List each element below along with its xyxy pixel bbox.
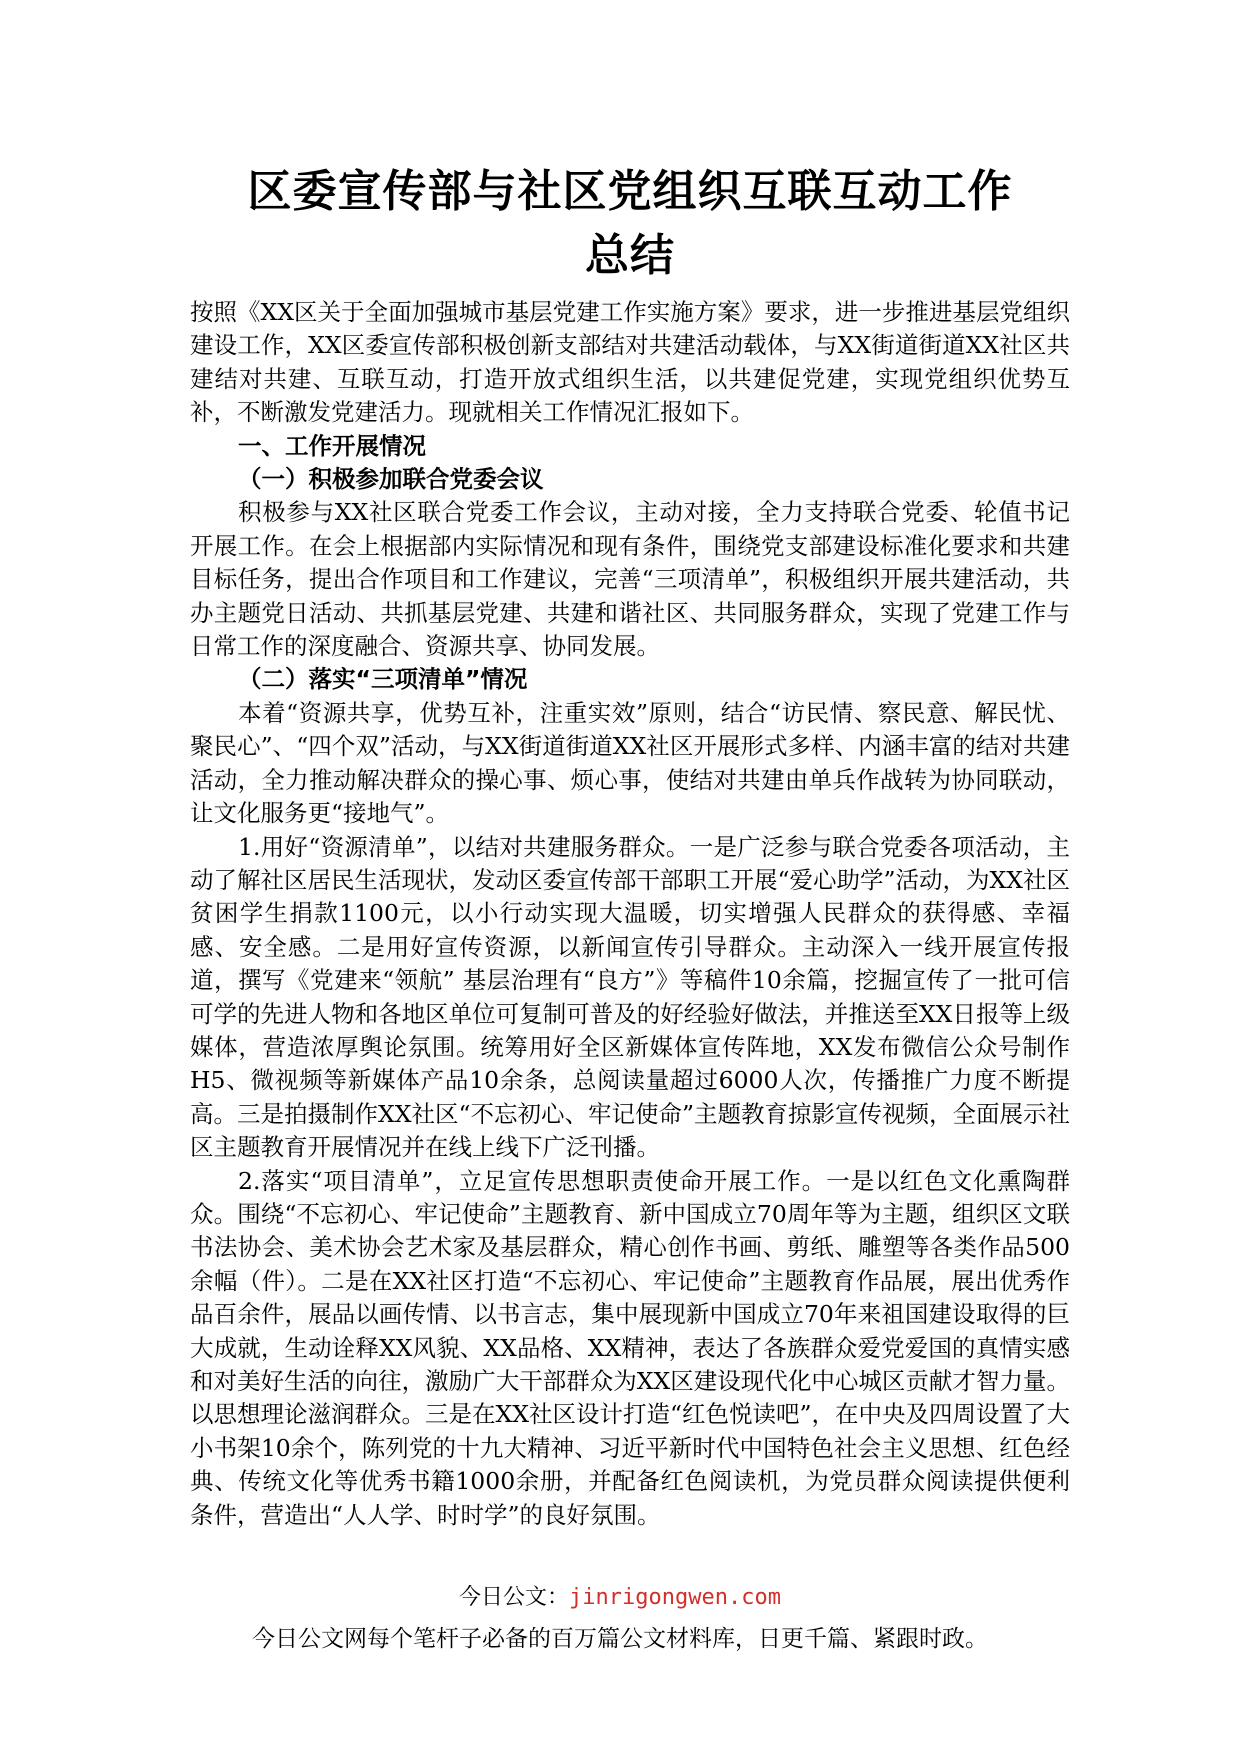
document-page [190,160,1070,1532]
intro-paragraph: 按照《XX区关于全面加强城市基层党建工作实施方案》要求，进一步推进基层党组织建设工作，XX区委宣传部积极创新支部结对共建活动载体，与XX街道街道XX社区共建结对共建、互联互动，打造开放式组织生活，以共建促党建，实现党组织优势互补，不断激发党建活力。现就相关工作情况汇报如下。 [190,298,1070,427]
footer-brand-url[interactable]: jinrigongwen.com [569,1585,781,1610]
document-title [190,160,1070,288]
subsection-2-paragraph: 本着“资源共享，优势互补，注重实效”原则，结合“访民情、察民意、解民忧、聚民心”、“四个双”活动，与XX街道街道XX社区开展形式多样、内涵丰富的结对共建活动，全力推动解决群众的操心事、烦心事，使结对共建由单兵作战转为协同联动，让文化服务更“接地气”。 [190,698,1070,828]
footer-brand-label: 今日公文： [459,1585,570,1610]
subsection-heading-1: （一）积极参加联合党委会议 [238,465,544,494]
footer-brand [0,1580,1240,1611]
footer-tagline: 今日公文网每个笔杆子必备的百万篇公文材料库，日更千篇、紧跟时政。 [252,1626,988,1652]
subsection-heading-2: （二）落实“三项清单”情况 [238,665,528,694]
subsection-1-paragraph: 积极参与XX社区联合党委工作会议，主动对接，全力支持联合党委、轮值书记开展工作。在会上根据部内实际情况和现有条件，围绕党支部建设标准化要求和共建目标任务，提出合作项目和工作建议，完善“三项清单”，积极组织开展共建活动，共办主题党日活动、共抓基层党建、共建和谐社区、共同服务群众，实现了党建工作与日常工作的深度融合、资源共享、协同发展。 [190,498,1070,661]
title-line-2: 总结 [585,230,675,281]
section-heading-1: 一、工作开展情况 [238,431,426,460]
item-2-paragraph: 2.落实“项目清单”，立足宣传思想职责使命开展工作。一是以红色文化熏陶群众。围绕“不忘初心、牢记使命”主题教育、新中国成立70周年等为主题，组织区文联书法协会、美术协会艺术家及基层群众，精心创作书画、剪纸、雕塑等各类作品500余幅（件）。二是在XX社区打造“不忘初心、牢记使命”主题教育作品展，展出优秀作品百余件，展品以画传情、以书言志，集中展现新中国成立70年来祖国建设取得的巨大成就，生动诠释XX风貌、XX品格、XX精神，表达了各族群众爱党爱国的真情实感和对美好生活的向往，激励广大干部群众为XX区建设现代化中心城区贡献才智力量。以思想理论滋润群众。三是在XX社区设计打造“红色悦读吧”，在中央及四周设置了大小书架10余个，陈列党的十九大精神、习近平新时代中国特色社会主义思想、红色经典、传统文化等优秀书籍1000余册，并配备红色阅读机，为党员群众阅读提供便利条件，营造出“人人学、时时学”的良好氛围。 [190,1166,1070,1529]
title-line-1: 区委宣传部与社区党组织互联互动工作 [247,166,1013,217]
item-1-paragraph: 1.用好“资源清单”，以结对共建服务群众。一是广泛参与联合党委各项活动，主动了解社区居民生活现状，发动区委宣传部干部职工开展“爱心助学”活动，为XX社区贫困学生捐款1100元，以小行动实现大温暖，切实增强人民群众的获得感、幸福感、安全感。二是用好宣传资源，以新闻宣传引导群众。主动深入一线开展宣传报道，撰写《党建来“领航” 基层治理有“良方”》等稿件10余篇，挖掘宣传了一批可信可学的先进人物和各地区单位可复制可普及的好经验好做法，并推送至XX日报等上级媒体，营造浓厚舆论氛围。统筹用好全区新媒体宣传阵地，XX发布微信公众号制作H5、微视频等新媒体产品10余条，总阅读量超过6000人次，传播推广力度不断提高。三是拍摄制作XX社区“不忘初心、牢记使命”主题教育掠影宣传视频，全面展示社区主题教育开展情况并在线上线下广泛刊播。 [190,832,1070,1162]
